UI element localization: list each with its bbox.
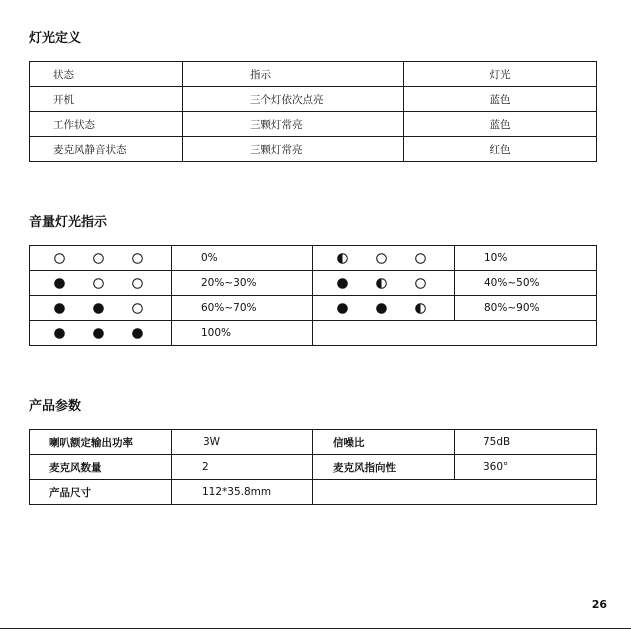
half-circle-icon [376,278,387,289]
volume-level: 40%~50% [455,271,597,296]
light-color-cell: 蓝色 [404,112,597,137]
table-row [30,430,597,455]
indicator-lights-cell [30,271,172,296]
half-circle-icon [337,253,348,264]
footer-rule [0,628,631,629]
indicator-lights [313,271,454,295]
param-label: 信噪比 [313,430,455,455]
light-definition-table [29,61,597,162]
empty-circle-icon [54,253,65,264]
volume-level: 20%~30% [172,271,313,296]
section-title-product-params: 产品参数 [29,399,82,414]
filled-circle-icon [54,278,65,289]
param-label: 麦克风数量 [30,455,172,480]
filled-circle-icon [337,278,348,289]
status-cell: 工作状态 [30,112,183,137]
param-label: 产品尺寸 [30,480,172,505]
page-number: 26 [591,598,607,611]
indicator-lights [30,296,171,320]
indicator-lights [30,246,171,270]
table-row [30,246,597,271]
volume-level: 100% [172,321,313,346]
indication-cell: 三个灯依次点亮 [183,87,404,112]
volume-level: 10% [455,246,597,271]
empty-cell [313,480,597,505]
empty-cell [313,321,597,346]
table-row [30,271,597,296]
indicator-lights [30,321,171,345]
indicator-lights-cell [30,321,172,346]
filled-circle-icon [54,328,65,339]
param-value: 75dB [455,430,597,455]
volume-level: 0% [172,246,313,271]
empty-circle-icon [93,253,104,264]
empty-circle-icon [415,253,426,264]
section-title-volume-indicator: 音量灯光指示 [29,215,108,230]
section-title-light-definition: 灯光定义 [29,31,82,46]
indication-cell: 三颗灯常亮 [183,137,404,162]
table-row [30,112,597,137]
indicator-lights-cell [313,246,455,271]
indicator-lights [313,296,454,320]
indicator-lights-cell [30,296,172,321]
light-color-cell: 蓝色 [404,87,597,112]
empty-circle-icon [376,253,387,264]
param-value: 112*35.8mm [172,480,313,505]
param-label: 麦克风指向性 [313,455,455,480]
status-cell: 开机 [30,87,183,112]
product-params-table [29,429,597,505]
table-row [30,87,597,112]
filled-circle-icon [93,303,104,314]
table-row [30,296,597,321]
indicator-lights [313,246,454,270]
empty-circle-icon [132,253,143,264]
table-header-row [30,62,597,87]
empty-circle-icon [415,278,426,289]
indicator-lights-cell [30,246,172,271]
table-row [30,480,597,505]
indicator-lights [30,271,171,295]
volume-level: 80%~90% [455,296,597,321]
indication-cell: 三颗灯常亮 [183,112,404,137]
half-circle-icon [415,303,426,314]
table-row [30,137,597,162]
param-label: 喇叭额定输出功率 [30,430,172,455]
param-value: 2 [172,455,313,480]
param-value: 3W [172,430,313,455]
empty-circle-icon [93,278,104,289]
filled-circle-icon [54,303,65,314]
empty-circle-icon [132,303,143,314]
indicator-lights-cell [313,296,455,321]
light-color-cell: 红色 [404,137,597,162]
table-row [30,455,597,480]
filled-circle-icon [93,328,104,339]
indicator-lights-cell [313,271,455,296]
header-status: 状态 [30,62,183,87]
filled-circle-icon [376,303,387,314]
header-light: 灯光 [404,62,597,87]
volume-level: 60%~70% [172,296,313,321]
table-row [30,321,597,346]
param-value: 360° [455,455,597,480]
filled-circle-icon [337,303,348,314]
filled-circle-icon [132,328,143,339]
volume-indicator-table [29,245,597,346]
header-indication: 指示 [183,62,404,87]
status-cell: 麦克风静音状态 [30,137,183,162]
empty-circle-icon [132,278,143,289]
